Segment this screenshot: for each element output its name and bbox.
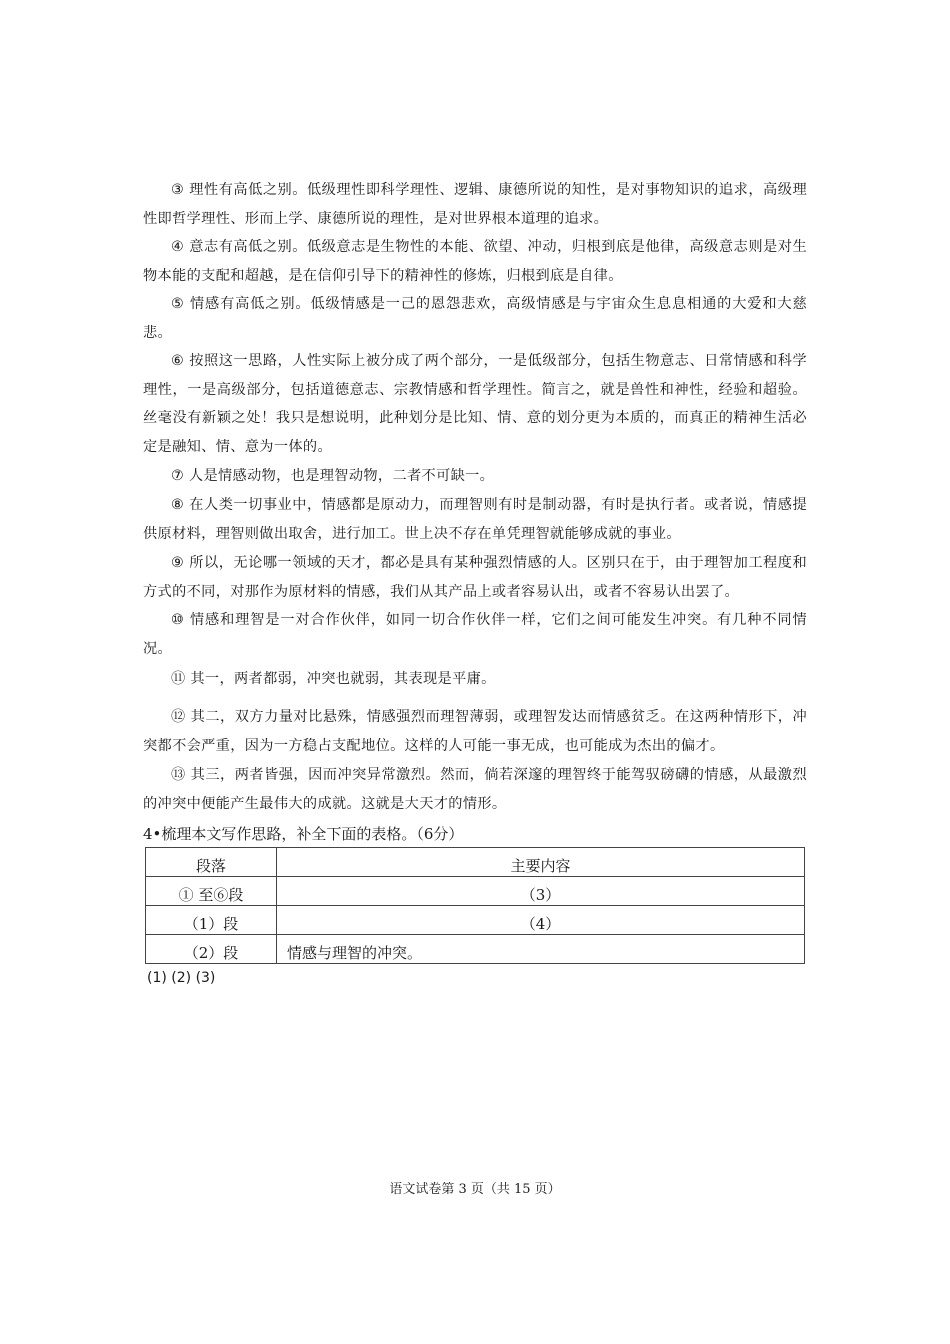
answer-line: (1) (2) (3) (147, 970, 216, 986)
answer-blank-4[interactable]: （4） (277, 906, 805, 935)
answer-blank-1[interactable]: （1）段 (146, 906, 277, 935)
paragraph-9: ⑨ 所以，无论哪一领域的天才，都必是具有某种强烈情感的人。区别只在于，由于理智加工程度和方式的不同，对那作为原材料的情感，我们从其产品上或者容易认出，或者不容易认出罢了。 (143, 555, 807, 600)
answer-blank-3[interactable]: （3） (277, 877, 805, 906)
paragraph-13: ⑬ 其三，两者皆强，因而冲突异常激烈。然而，倘若深邃的理智终于能驾驭磅礴的情感，从最激烈的冲突中便能产生最伟大的成就。这就是大天才的情形。 (143, 767, 807, 812)
question-4: 4•梳理本文写作思路，补全下面的表格。（6分） (143, 825, 464, 843)
paragraph-8: ⑧ 在人类一切事业中，情感都是原动力，而理智则有时是制动器，有时是执行者。或者说，情感提供原材料，理智则做出取舍，进行加工。世上决不存在单凭理智就能够成就的事业。 (143, 497, 807, 542)
paragraph-12: ⑫ 其二，双方力量对比悬殊，情感强烈而理智薄弱，或理智发达而情感贫乏。在这两种情形下，冲突都不会严重，因为一方稳占支配地位。这样的人可能一事无成，也可能成为杰出的偏才。 (143, 709, 807, 754)
paragraph-4: ④ 意志有高低之别。低级意志是生物性的本能、欲望、冲动，归根到底是他律，高级意志则是对生物本能的支配和超越，是在信仰引导下的精神性的修炼，归根到底是自律。 (143, 239, 807, 284)
paragraph-10: ⑩ 情感和理智是一对合作伙伴，如同一切合作伙伴一样，它们之间可能发生冲突。有几种不同情况。 (143, 612, 807, 657)
answer-blank-2[interactable]: （2）段 (146, 935, 277, 964)
paragraph-3: ③ 理性有高低之别。低级理性即科学理性、逻辑、康德所说的知性，是对事物知识的追求，高级理性即哲学理性、形而上学、康德所说的理性，是对世界根本道理的追求。 (143, 182, 807, 227)
table-cell: ① 至⑥段 (146, 877, 277, 906)
table-row (146, 935, 805, 964)
paragraph-5: ⑤ 情感有高低之别。低级情感是一己的恩怨悲欢，高级情感是与宇宙众生息息相通的大爱和大慈悲。 (143, 296, 807, 341)
table-row (146, 906, 805, 935)
header-cell-content: 主要内容 (277, 848, 805, 877)
outline-table (145, 847, 805, 964)
page-footer: 语文试卷第 3 页（共 15 页） (389, 1182, 561, 1197)
table-row (146, 877, 805, 906)
table-header-row (146, 848, 805, 877)
paragraph-11: ⑪ 其一，两者都弱，冲突也就弱，其表现是平庸。 (171, 671, 496, 687)
header-cell-paragraph: 段落 (146, 848, 277, 877)
paragraph-6: ⑥ 按照这一思路，人性实际上被分成了两个部分，一是低级部分，包括生物意志、日常情感和科学理性，一是高级部分，包括道德意志、宗教情感和哲学理性。简言之，就是兽性和神性，经验和超验。丝毫没有新颖之处！我只是想说明，此种划分是比知、情、意的划分更为本质的，而真正的精神生活必定是融知、情、意为一体的。 (143, 353, 807, 455)
paragraph-7: ⑦ 人是情感动物，也是理智动物，二者不可缺一。 (171, 468, 495, 484)
table-cell: 情感与理智的冲突。 (277, 935, 805, 964)
